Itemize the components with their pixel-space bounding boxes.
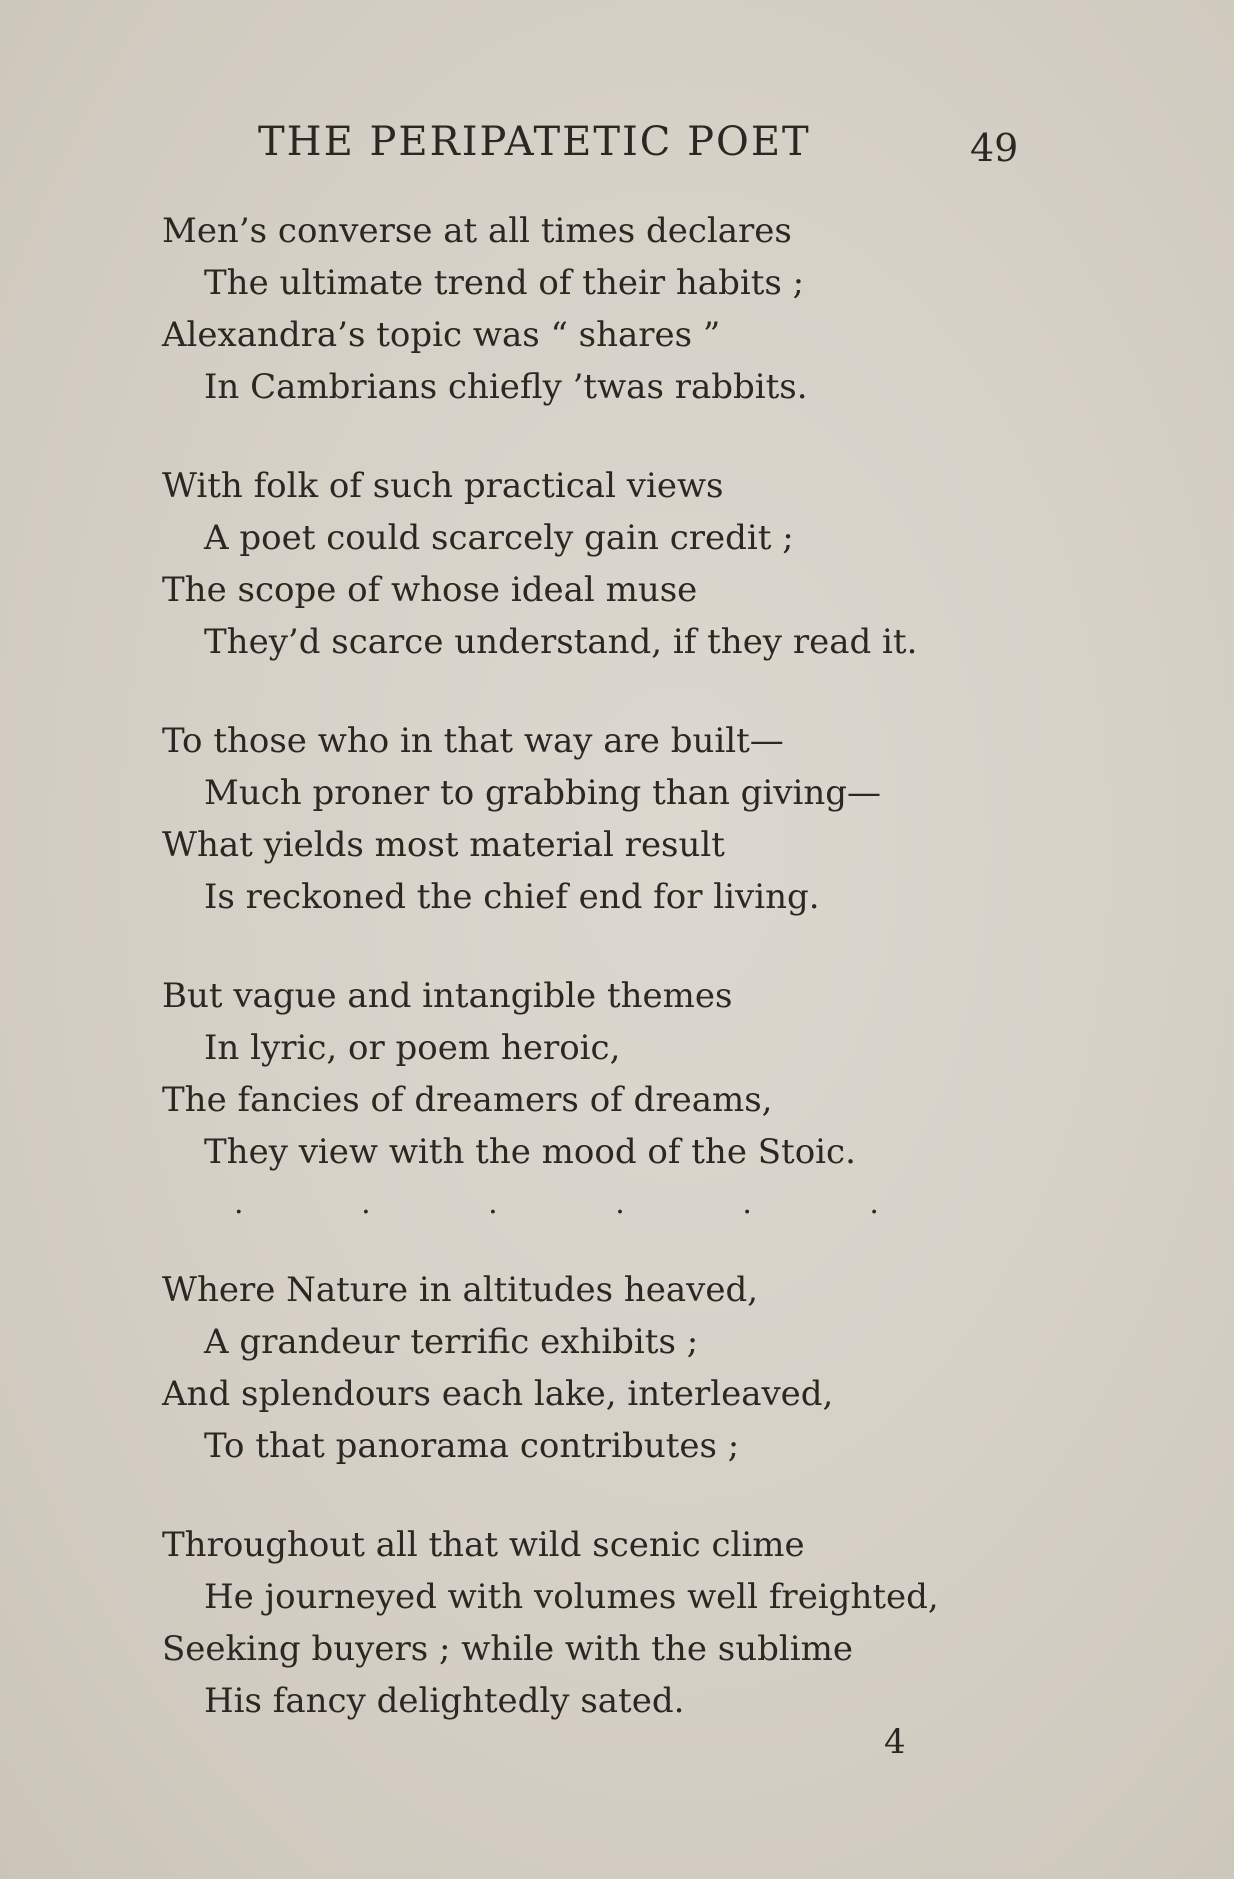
poem-line: With folk of such practical views [162, 466, 724, 506]
poem-line: Is reckoned the chief end for living. [204, 877, 820, 917]
poem-line: The fancies of dreamers of dreams, [162, 1080, 773, 1120]
ellipsis-dot: . [488, 1186, 498, 1221]
poem-line: Seeking buyers ; while with the sublime [162, 1629, 853, 1669]
stanza [162, 460, 1192, 668]
stanza [162, 1264, 1192, 1472]
poem-line: And splendours each lake, interleaved, [162, 1374, 834, 1414]
ellipsis-dot: . [869, 1186, 879, 1221]
ellipsis-dot: . [742, 1186, 752, 1221]
ellipsis-dot: . [234, 1186, 244, 1221]
poem-line: They view with the mood of the Stoic. [204, 1132, 856, 1172]
poem-line: He journeyed with volumes well freighted, [204, 1577, 939, 1617]
signature-mark: 4 [884, 1722, 906, 1762]
poem-line: The ultimate trend of their habits ; [204, 263, 805, 303]
poem-line: Men’s converse at all times declares [162, 211, 792, 251]
poem-line: Alexandra’s topic was “ shares ” [162, 315, 721, 355]
page-number: 49 [970, 126, 1019, 170]
poem-line: But vague and intangible themes [162, 976, 733, 1016]
poem-line: A poet could scarcely gain credit ; [204, 518, 794, 558]
poem-line: A grandeur terrific exhibits ; [204, 1322, 699, 1362]
running-title: THE PERIPATETIC POET [258, 119, 811, 165]
poem-line: In Cambrians chiefly ’twas rabbits. [204, 367, 808, 407]
ellipsis-dot: . [615, 1186, 625, 1221]
poem-line: To that panorama contributes ; [204, 1426, 740, 1466]
stanza [162, 1519, 1192, 1727]
poem-line: Much proner to grabbing than giving— [204, 773, 882, 813]
poem-line: To those who in that way are built— [162, 721, 784, 761]
stanza-break-dots [234, 1184, 879, 1224]
ellipsis-dot: . [361, 1186, 371, 1221]
poem-line: In lyric, or poem heroic, [204, 1028, 621, 1068]
stanza [162, 205, 1192, 413]
poem-line: His fancy delightedly sated. [204, 1681, 685, 1721]
poem-body [162, 205, 1192, 1727]
stanza [162, 970, 1192, 1178]
poem-line: What yields most material result [162, 825, 725, 865]
stanza [162, 715, 1192, 923]
poem-line: Where Nature in altitudes heaved, [162, 1270, 759, 1310]
poem-line: They’d scarce understand, if they read it. [204, 622, 918, 662]
poem-line: The scope of whose ideal muse [162, 570, 698, 610]
poem-line: Throughout all that wild scenic clime [162, 1525, 805, 1565]
